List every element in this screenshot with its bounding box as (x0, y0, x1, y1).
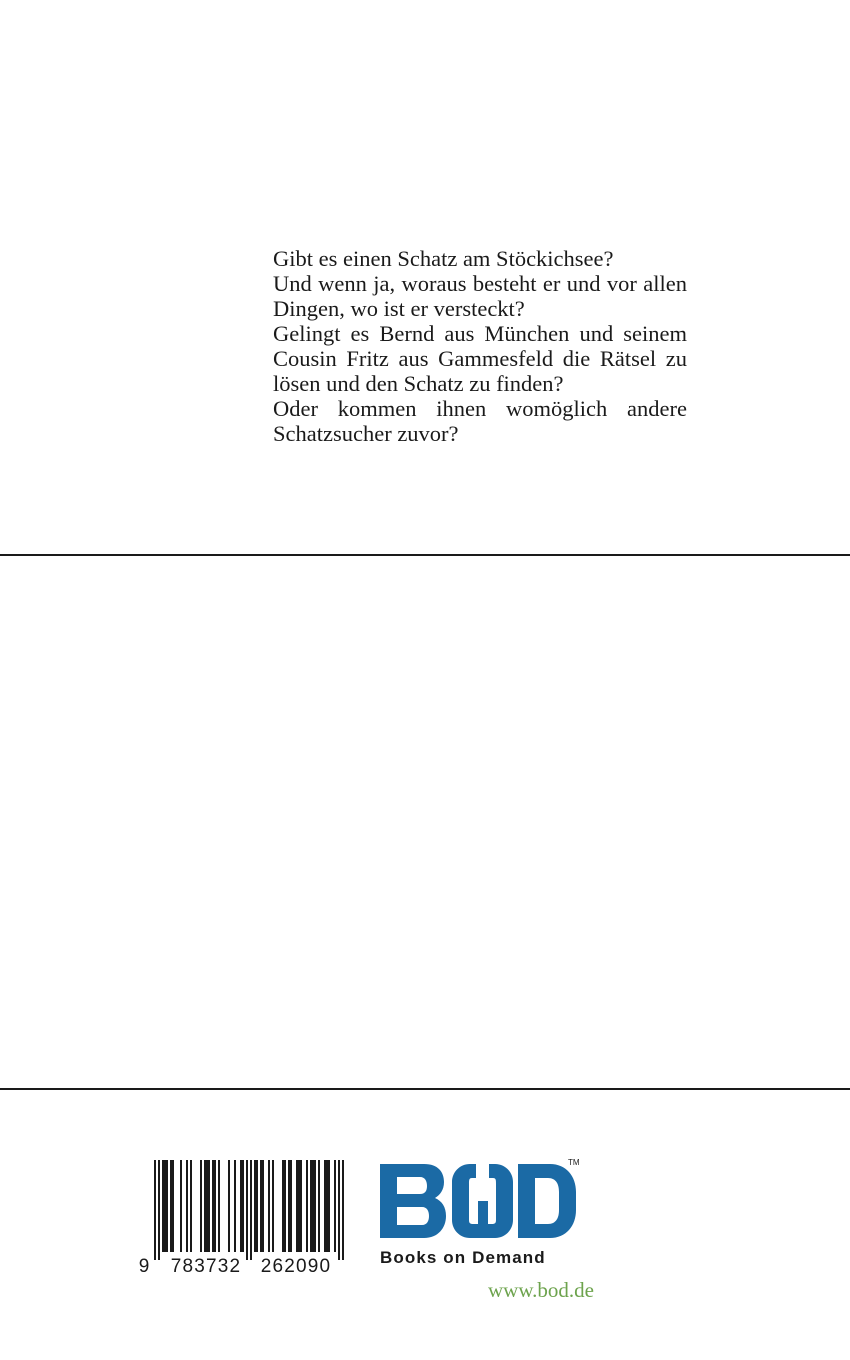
barcode-bar (326, 1160, 328, 1252)
barcode-guard-bar (246, 1160, 248, 1260)
barcode-guard-bar (338, 1160, 340, 1260)
publisher-url[interactable]: www.bod.de (488, 1278, 594, 1302)
barcode-bar (314, 1160, 316, 1252)
barcode-bar (334, 1160, 336, 1252)
barcode-bar (306, 1160, 308, 1252)
barcode-first-digit: 9 (138, 1256, 150, 1275)
blurb-paragraph-2: Und wenn ja, woraus besteht er und vor allen Dingen, wo ist er versteckt? (273, 271, 687, 321)
barcode-bar (260, 1160, 262, 1252)
barcode-bar (190, 1160, 192, 1252)
barcode-bar (200, 1160, 202, 1252)
barcode-bar (170, 1160, 172, 1252)
blurb-paragraph-3: Gelingt es Bernd aus München und seinem Cousin Fritz aus Gammesfeld die Rätsel zu lösen und den Schatz zu finden? (273, 321, 687, 396)
barcode-graphic (136, 1160, 348, 1275)
barcode-bar (272, 1160, 274, 1252)
barcode-bar (284, 1160, 286, 1252)
barcode-bar (256, 1160, 258, 1252)
barcode-bar (172, 1160, 174, 1252)
barcode-guard-bar (250, 1160, 252, 1260)
publisher-logo (380, 1158, 580, 1274)
barcode-bar (228, 1160, 230, 1252)
barcode-bar (218, 1160, 220, 1252)
barcode-bar (234, 1160, 236, 1252)
blurb-paragraph-4: Oder kommen ihnen womöglich andere Schatzsucher zuvor? (273, 396, 687, 446)
barcode-bar (290, 1160, 292, 1252)
barcode-bar (180, 1160, 182, 1252)
trademark-symbol: TM (568, 1158, 580, 1167)
divider-bottom (0, 1088, 850, 1090)
barcode-bar (310, 1160, 312, 1252)
barcode-bar (262, 1160, 264, 1252)
barcode-bar (208, 1160, 210, 1252)
barcode-bar (268, 1160, 270, 1252)
barcode-bar (240, 1160, 242, 1252)
barcode-bar (214, 1160, 216, 1252)
publisher-tagline: Books on Demand (380, 1248, 546, 1267)
barcode-left-digits: 783732 (170, 1256, 242, 1275)
barcode-bar (186, 1160, 188, 1252)
barcode-bar (298, 1160, 300, 1252)
barcode-bar (204, 1160, 206, 1252)
barcode-bar (164, 1160, 166, 1252)
barcode-bar (324, 1160, 326, 1252)
barcode-guard-bar (154, 1160, 156, 1260)
barcode-bar (242, 1160, 244, 1252)
barcode-bar (312, 1160, 314, 1252)
barcode-guard-bar (342, 1160, 344, 1260)
blurb-paragraph-1: Gibt es einen Schatz am Stöckichsee? (273, 246, 614, 271)
back-cover-blurb (273, 246, 687, 446)
barcode-bars (154, 1160, 344, 1260)
isbn-barcode (136, 1160, 348, 1275)
barcode-bar (288, 1160, 290, 1252)
barcode-right-digits: 262090 (260, 1256, 332, 1275)
barcode-bar (166, 1160, 168, 1252)
barcode-bar (206, 1160, 208, 1252)
barcode-bar (282, 1160, 284, 1252)
barcode-bar (254, 1160, 256, 1252)
barcode-bar (300, 1160, 302, 1252)
barcode-guard-bar (158, 1160, 160, 1260)
bod-logo-mark (380, 1164, 576, 1238)
barcode-bar (296, 1160, 298, 1252)
barcode-bar (318, 1160, 320, 1252)
barcode-bar (212, 1160, 214, 1252)
divider-top (0, 554, 850, 556)
barcode-bar (162, 1160, 164, 1252)
barcode-bar (328, 1160, 330, 1252)
